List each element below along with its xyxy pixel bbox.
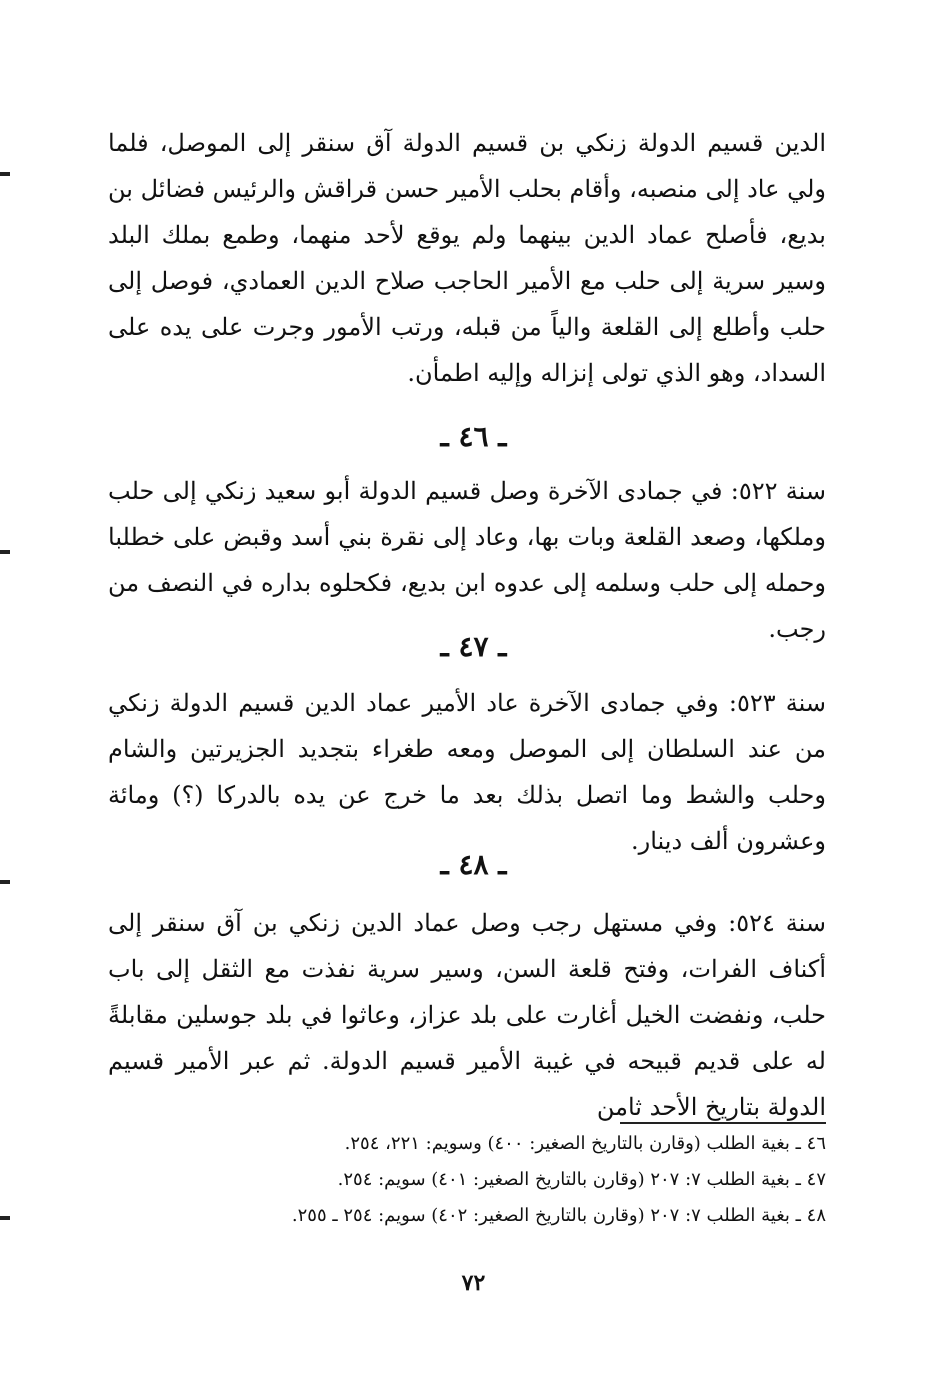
scan-edge-mark xyxy=(0,172,10,176)
paragraph-46: سنة ٥٢٢: في جمادى الآخرة وصل قسيم الدولة أبو سعيد زنكي إلى حلب وملكها، وصعد القلعة وبات بها، وعاد إلى نقرة بني أسد وقبض على خطلبا وحمله إلى حلب وسلمه إلى عدوه ابن بديع، فكحلوه بداره في النصف من رجب. xyxy=(108,477,826,643)
paragraph-1: الدين قسيم الدولة زنكي بن قسيم الدولة آق سنقر إلى الموصل، فلما ولي عاد إلى منصبه، وأقام بحلب الأمير حسن قراقش والرئيس فضائل بن بديع، فأصلح عماد الدين بينهما ولم يوقع لأحد منهما، وطمع بملك البلد وسير سرية إلى حلب مع الأمير الحاجب صلاح الدين العمادي، فوصل إلى حلب وأطلع إلى القلعة والياً من قبله، ورتب الأمور وجرت على يده على السداد، وهو الذي تولى إنزاله وإليه اطمأن. xyxy=(108,129,826,387)
paragraph-47: سنة ٥٢٣: وفي جمادى الآخرة عاد الأمير عماد الدين قسيم الدولة زنكي من عند السلطان إلى الموصل ومعه طغراء بتجديد الجزيرتين والشام وحلب والشط وما اتصل بذلك بعد ما خرج عن يده بالدركا (؟) ومائة وعشرون ألف دينار. xyxy=(108,689,827,855)
section-heading-48: ـ ٤٨ ـ xyxy=(440,848,507,881)
section-heading-46: ـ ٤٦ ـ xyxy=(440,420,507,453)
scan-edge-mark xyxy=(0,1216,10,1220)
paragraph-48: سنة ٥٢٤: وفي مستهل رجب وصل عماد الدين زنكي بن آق سنقر إلى أكناف الفرات، وفتح قلعة السن، وسير سرية نفذت مع الثقل إلى باب حلب، ونفضت الخيل أغارت على بلد عزاز، وعاثوا في بلد جوسلين مقابلةً له على قديم قبيحه في غيبة الأمير قسيم الدولة. ثم عبر الأمير قسيم الدولة بتاريخ الأحد ثامن xyxy=(108,909,826,1121)
footnote-48: ٤٨ ـ بغية الطلب ٧: ٢٠٧ (وقارن بالتاريخ الصغير: ٤٠٢) سويم: ٢٥٤ ـ ٢٥٥. xyxy=(291,1205,826,1226)
page-number: ٧٢ xyxy=(461,1270,486,1296)
footnote-47: ٤٧ ـ بغية الطلب ٧: ٢٠٧ (وقارن بالتاريخ الصغير: ٤٠١) سويم: ٢٥٤. xyxy=(337,1169,826,1190)
footnote-46: ٤٦ ـ بغية الطلب (وقارن بالتاريخ الصغير: ٤٠٠) وسويم: ٢٢١، ٢٥٤. xyxy=(344,1133,826,1154)
scan-edge-mark xyxy=(0,550,10,554)
footnote-rule xyxy=(620,1122,826,1124)
section-heading-47: ـ ٤٧ ـ xyxy=(440,630,507,663)
